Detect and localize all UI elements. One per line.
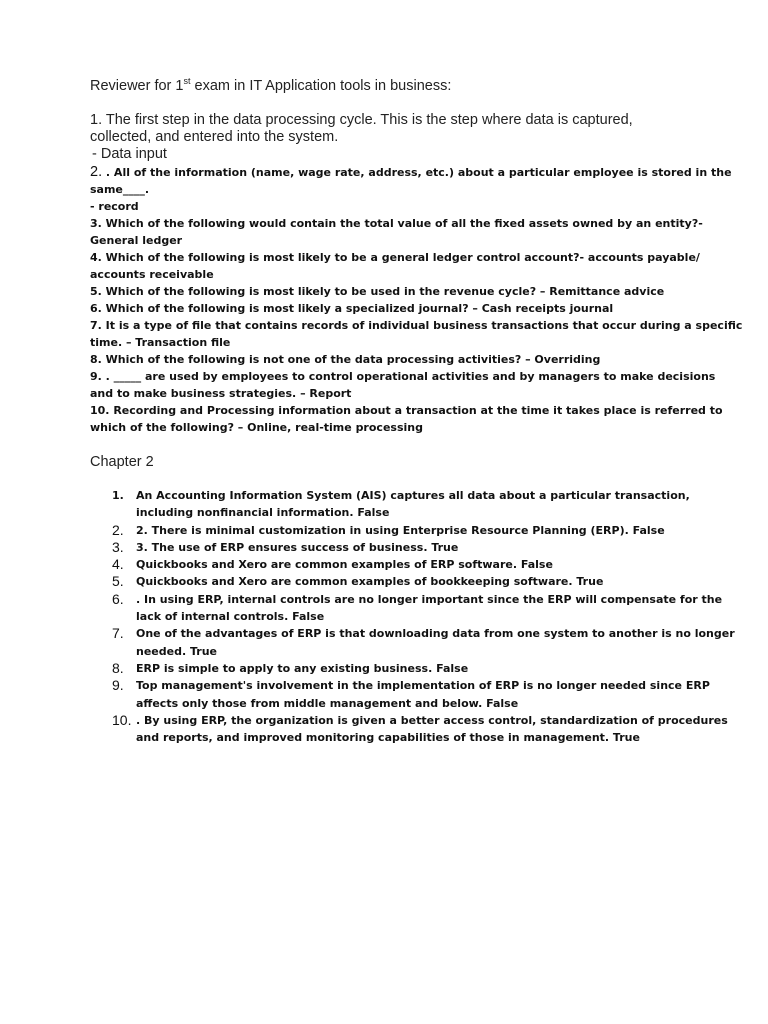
list-item-text: [136, 522, 682, 539]
list-item-line: 2. There is minimal customization in using Enterprise Resource Planning (ERP). False: [136, 523, 665, 537]
chapter-2-item-6: [112, 590, 723, 626]
list-item-line: ERP is simple to apply to any existing business. False: [136, 661, 469, 675]
list-item-text: [136, 660, 682, 677]
list-item-line: including nonfinancial information. False: [136, 506, 390, 520]
list-item-line: lack of internal controls. False: [136, 610, 325, 624]
chapter-2-item-4: [112, 556, 682, 573]
list-number: 7.: [112, 625, 124, 642]
question-7-line-2: time. – Transaction file: [90, 336, 231, 349]
question-2-line-1: 2. . All of the information (name, wage rate, address, etc.) about a particular employee is stored in the: [90, 164, 732, 180]
list-item-line: needed. True: [136, 644, 217, 658]
question-3-line-2: General ledger: [90, 234, 183, 247]
chapter-2-item-9: [112, 677, 710, 712]
question-2-line-2: same____.: [90, 183, 150, 196]
list-number: 2.: [112, 521, 124, 538]
page-title: Reviewer for 1st exam in IT Application tools in business:: [90, 76, 452, 94]
list-item-line: Quickbooks and Xero are common examples of bookkeeping software. True: [136, 575, 604, 589]
chapter-2-item-2: [112, 522, 682, 539]
question-10-line-2: which of the following? – Online, real-time processing: [90, 421, 423, 434]
question-1-answer: - Data input: [92, 146, 167, 162]
question-1-line-1: 1. The first step in the data processing cycle. This is the step where data is captured,: [90, 112, 633, 128]
chapter-2-list: [112, 487, 735, 746]
chapter-2-heading: Chapter 2: [90, 454, 154, 470]
list-number: 1.: [112, 489, 124, 502]
question-7-line-1: 7. It is a type of file that contains records of individual business transactions that occur during a specific: [90, 319, 743, 332]
list-number: 8.: [112, 659, 124, 676]
question-list-chapter-1: [90, 164, 743, 436]
list-item-text: [136, 591, 723, 626]
question-2-answer: - record: [90, 200, 139, 213]
list-item-line: An Accounting Information System (AIS) captures all data about a particular transaction,: [136, 489, 690, 502]
question-9-line-1: 9. . _____ are used by employees to control operational activities and by managers to make decisions: [90, 370, 716, 383]
list-item-line: Top management's involvement in the implementation of ERP is no longer needed since ERP: [136, 679, 710, 693]
question-10-line-1: 10. Recording and Processing information about a transaction at the time it takes place is referred to: [90, 404, 723, 417]
chapter-2-item-5: [112, 573, 682, 590]
list-number: 9.: [112, 677, 124, 694]
chapter-2-item-3: [112, 539, 682, 556]
list-item-text: [136, 556, 682, 573]
question-1: [90, 112, 670, 163]
title-superscript: st: [183, 76, 191, 86]
list-item-text: [136, 539, 682, 556]
list-number: 3.: [112, 538, 124, 555]
list-item-line: One of the advantages of ERP is that downloading data from one system to another is no longer: [136, 627, 735, 641]
list-item-line: 3. The use of ERP ensures success of business. True: [136, 540, 459, 554]
list-item-line: . By using ERP, the organization is given a better access control, standardization of procedures: [136, 713, 728, 727]
list-number: 6.: [112, 590, 124, 607]
list-item-text: [136, 677, 710, 712]
list-number: 4.: [112, 556, 124, 573]
list-number: 10.: [112, 711, 132, 728]
chapter-2-item-10: [112, 711, 728, 747]
chapter-2-item-8: [112, 660, 682, 677]
question-1-line-2: collected, and entered into the system.: [90, 129, 339, 145]
list-item-text: [136, 712, 728, 747]
question-8: 8. Which of the following is not one of the data processing activities? – Overriding: [90, 353, 601, 366]
list-item-text: [136, 625, 735, 660]
chapter-2-item-7: [112, 625, 735, 660]
list-item-line: and reports, and improved monitoring capabilities of those in management. True: [136, 731, 640, 745]
list-item-text: [136, 487, 690, 522]
list-item-line: . In using ERP, internal controls are no longer important since the ERP will compensate for the: [136, 592, 723, 606]
list-item-line: affects only those from middle management and below. False: [136, 696, 519, 710]
question-3-line-1: 3. Which of the following would contain the total value of all the fixed assets owned by an entity?-: [90, 217, 703, 230]
chapter-2-item-1: [112, 487, 690, 522]
list-number: 5.: [112, 573, 124, 590]
question-6: 6. Which of the following is most likely a specialized journal? – Cash receipts journal: [90, 302, 614, 315]
question-5: 5. Which of the following is most likely to be used in the revenue cycle? – Remittance advice: [90, 285, 665, 298]
question-4-line-2: accounts receivable: [90, 268, 214, 281]
list-item-text: [136, 573, 682, 590]
question-4-line-1: 4. Which of the following is most likely to be a general ledger control account?- accounts payable/: [90, 251, 700, 264]
question-9-line-2: and to make business strategies. – Report: [90, 387, 352, 400]
list-item-line: Quickbooks and Xero are common examples of ERP software. False: [136, 558, 553, 572]
